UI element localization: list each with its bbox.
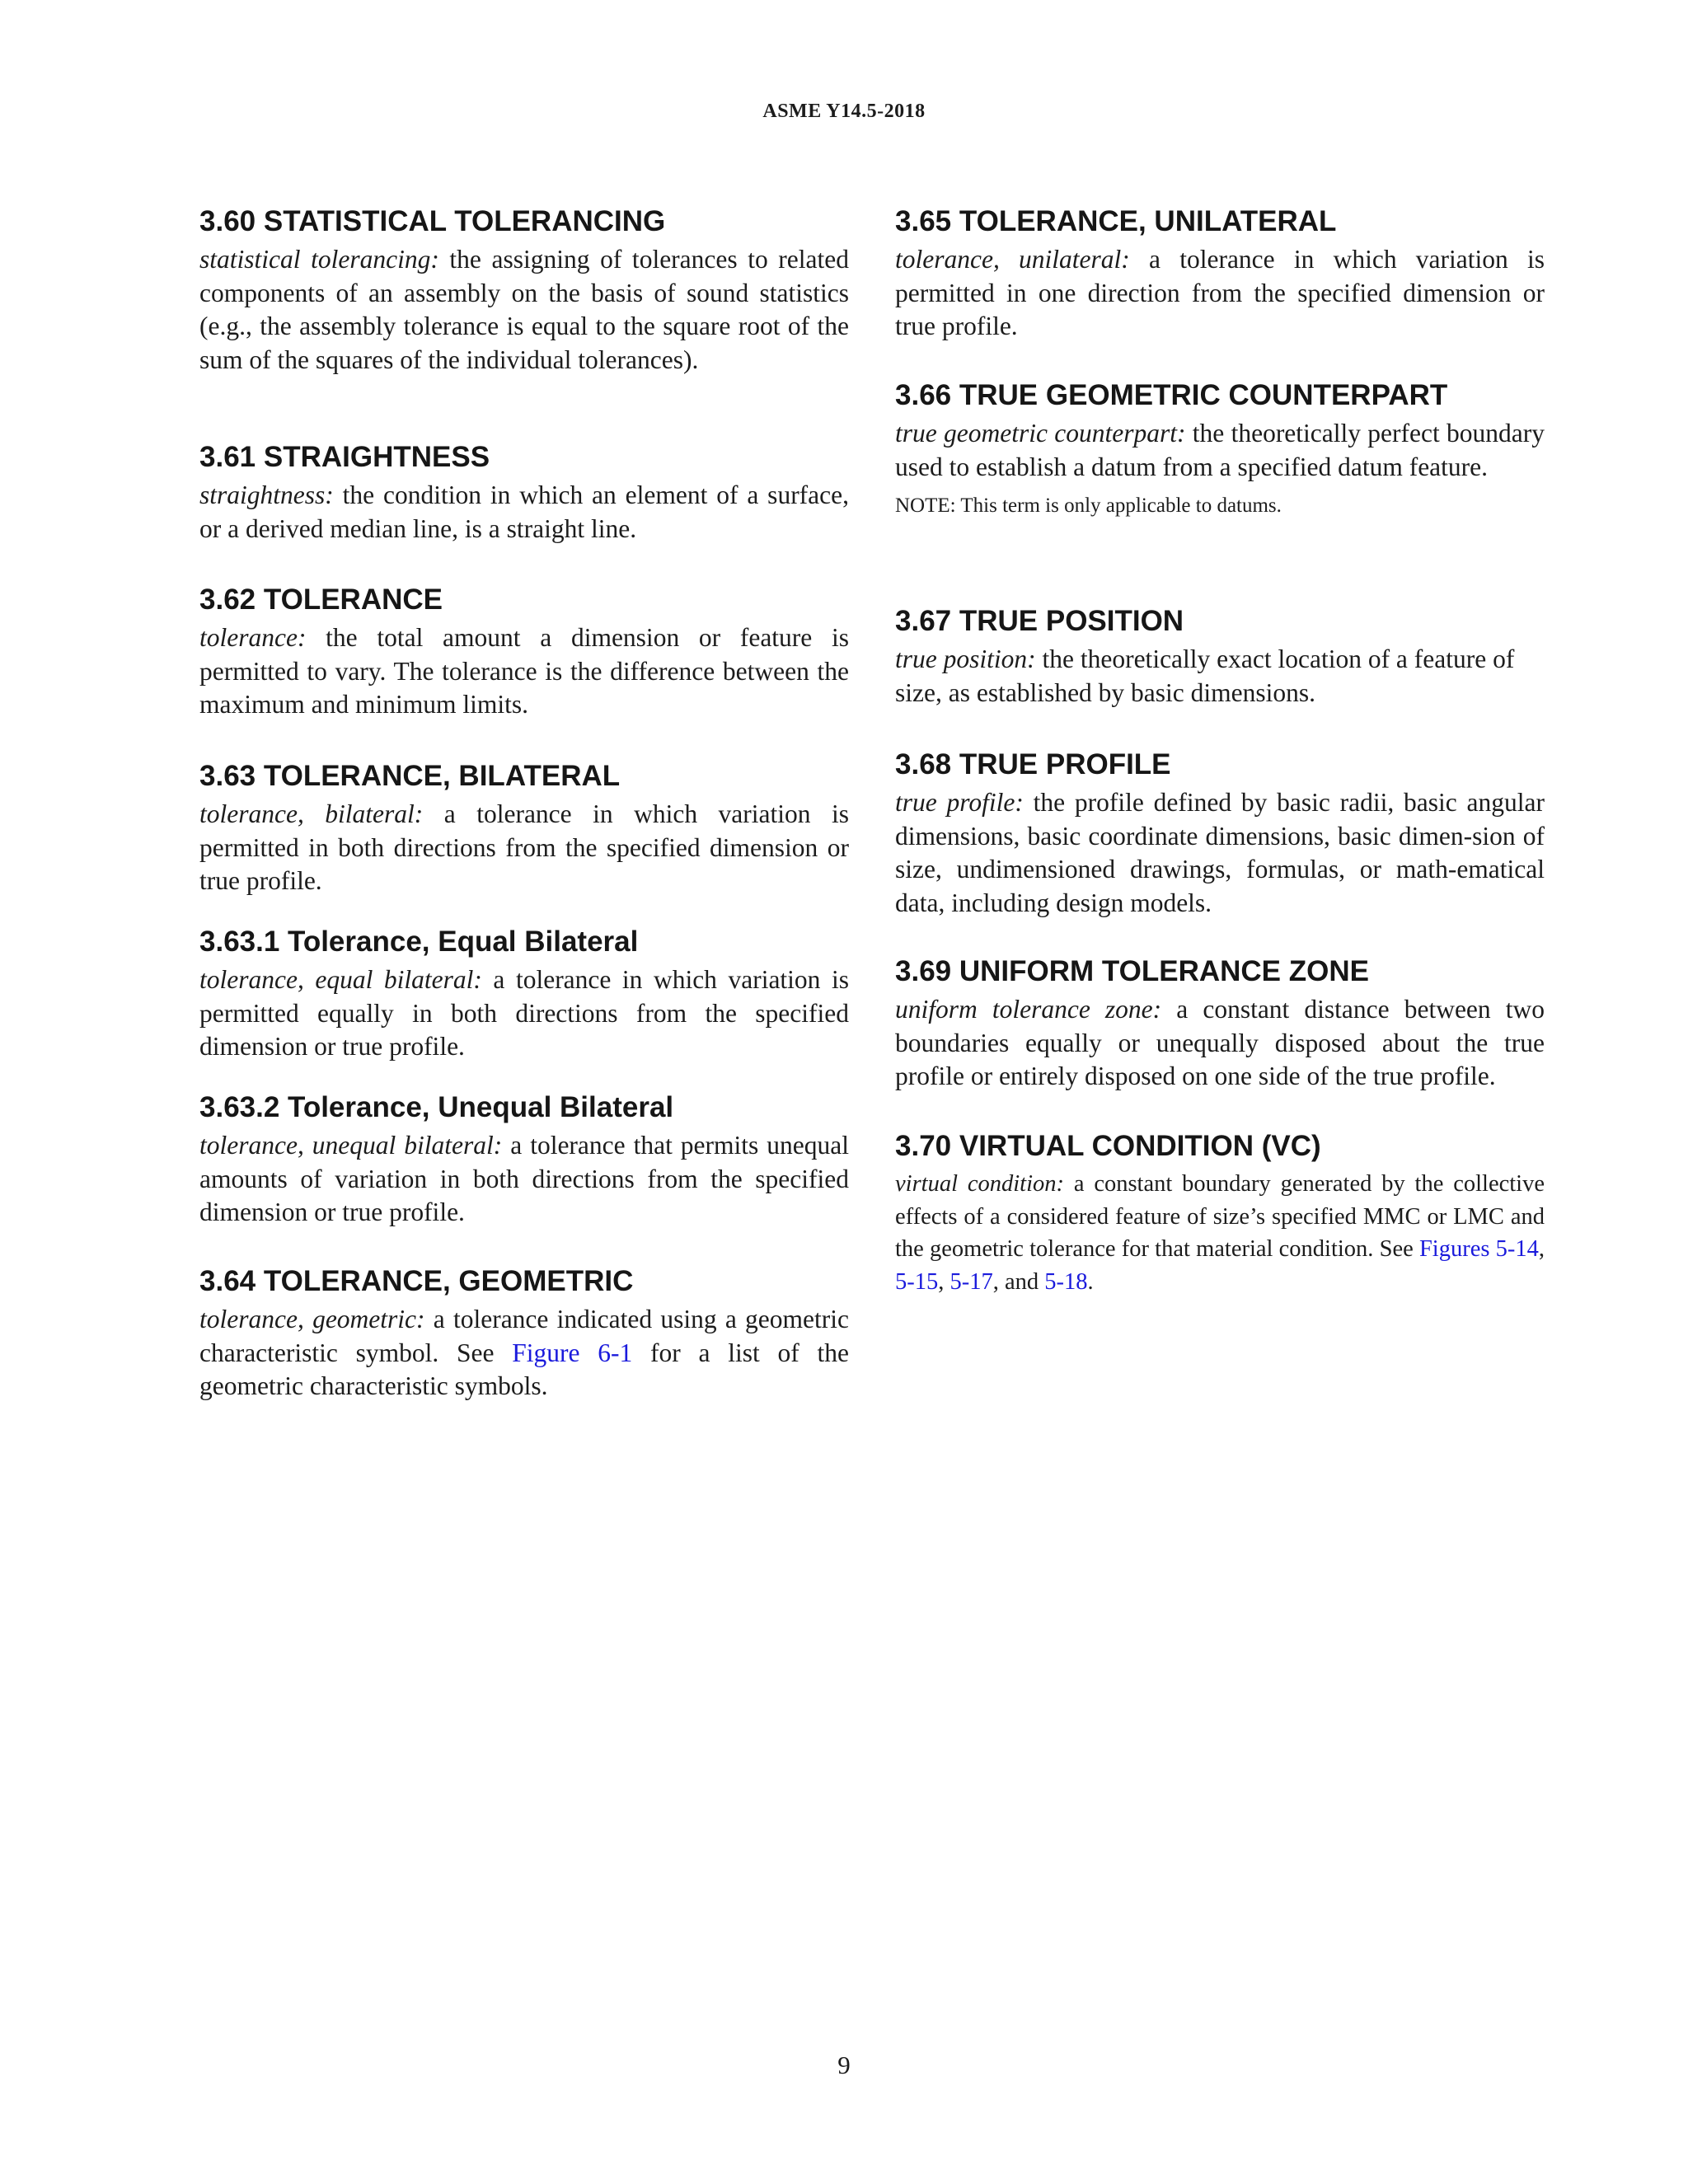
- section-body: [895, 993, 1545, 1094]
- section-heading: 3.66 TRUE GEOMETRIC COUNTERPART: [895, 379, 1448, 411]
- definition-text: a constant boundary generated by the collective effects of a considered feature of size’s specified MMC or LMC and the geometric tolerance for that material condition. See: [895, 1171, 1545, 1262]
- section-heading: 3.68 TRUE PROFILE: [895, 748, 1171, 780]
- defined-term: tolerance:: [199, 623, 307, 652]
- definition-text: a tolerance in which variation is permitted in one direction from the specified dimension or true profile.: [895, 245, 1545, 340]
- definition-text-end: for a list of the geometric characteristic symbols.: [199, 1338, 850, 1400]
- defined-term: true position:: [895, 644, 1036, 673]
- section-body: [895, 643, 1545, 710]
- definition-text: a tolerance indicated using a geometric characteristic symbol. See: [199, 1305, 849, 1367]
- figure-link[interactable]: 5-15: [895, 1268, 939, 1295]
- separator: ,: [1538, 1236, 1545, 1262]
- figure-link[interactable]: 5-17: [950, 1268, 993, 1295]
- section-3-69: [895, 954, 1545, 1094]
- section-body: [199, 479, 849, 546]
- figure-link[interactable]: Figures 5-14: [1418, 1236, 1539, 1262]
- defined-term: uniform tolerance zone:: [895, 995, 1162, 1024]
- section-heading: 3.63.2 Tolerance, Unequal Bilateral: [199, 1091, 674, 1123]
- section-heading: 3.67 TRUE POSITION: [895, 605, 1184, 637]
- section-body: [895, 1168, 1545, 1298]
- section-body: [199, 621, 849, 722]
- section-heading: 3.63.1 Tolerance, Equal Bilateral: [199, 926, 639, 958]
- defined-term: virtual condition:: [895, 1171, 1064, 1197]
- section-3-63: [199, 758, 849, 898]
- section-body: [199, 1303, 849, 1404]
- section-3-62: [199, 582, 849, 722]
- section-heading: 3.61 STRAIGHTNESS: [199, 441, 490, 473]
- definition-text: the total amount a dimension or feature is permitted to vary. The tolerance is the difference between the maximum and minimum limits.: [199, 623, 849, 719]
- section-note: NOTE: This term is only applicable to datums.: [895, 494, 1282, 517]
- section-3-66: [895, 377, 1545, 520]
- definition-text: the theoretically perfect boundary used to establish a datum from a specified datum feature.: [895, 419, 1545, 481]
- figure-link[interactable]: Figure 6-1: [512, 1338, 633, 1367]
- separator: ,: [938, 1268, 950, 1295]
- defined-term: straightness:: [199, 480, 334, 509]
- defined-term: true profile:: [895, 788, 1024, 817]
- section-body: [199, 1129, 849, 1230]
- section-body: [199, 243, 849, 377]
- running-head: ASME Y14.5-2018: [762, 101, 926, 122]
- section-body: [895, 786, 1545, 920]
- page-number: 9: [837, 2050, 851, 2079]
- section-heading: 3.64 TOLERANCE, GEOMETRIC: [199, 1265, 634, 1297]
- defined-term: statistical tolerancing:: [199, 245, 439, 274]
- section-3-61: [199, 439, 849, 546]
- definition-text: the condition in which an element of a surface, or a derived median line, is a straight line.: [199, 480, 849, 543]
- defined-term: tolerance, bilateral:: [199, 799, 424, 828]
- defined-term: tolerance, equal bilateral:: [199, 965, 482, 994]
- definition-text: a tolerance that permits unequal amounts of variation in both directions from the specified dimension or true profile.: [199, 1131, 849, 1226]
- definition-text: the theoretically exact location of a feature of size, as established by basic dimensions.: [895, 644, 1515, 707]
- defined-term: tolerance, geometric:: [199, 1305, 425, 1333]
- definition-text: a constant distance between two boundaries equally or unequally disposed about the true profile or entirely disposed on one side of the true profile.: [895, 995, 1545, 1090]
- section-heading: 3.65 TOLERANCE, UNILATERAL: [895, 205, 1337, 237]
- definition-text: a tolerance in which variation is permitted equally in both directions from the specified dimension or true profile.: [199, 965, 849, 1061]
- section-3-64: [199, 1263, 849, 1404]
- defined-term: true geometric counterpart:: [895, 419, 1186, 448]
- section-heading: 3.60 STATISTICAL TOLERANCING: [199, 205, 666, 237]
- section-3-67: [895, 603, 1545, 710]
- section-heading: 3.62 TOLERANCE: [199, 583, 443, 616]
- section-body: [895, 417, 1545, 484]
- section-3-63-2: [199, 1090, 849, 1230]
- separator: , and: [992, 1268, 1045, 1295]
- section-3-68: [895, 747, 1545, 920]
- section-body: [199, 798, 849, 898]
- defined-term: tolerance, unequal bilateral:: [199, 1131, 503, 1160]
- section-heading: 3.63 TOLERANCE, BILATERAL: [199, 760, 621, 792]
- section-3-70: [895, 1128, 1545, 1298]
- section-3-63-1: [199, 924, 849, 1064]
- section-3-60: [199, 204, 849, 377]
- figure-link[interactable]: 5-18: [1044, 1268, 1088, 1295]
- definition-text: the assigning of tolerances to related components of an assembly on the basis of sound statistics (e.g., the assembly tolerance is equal to the square root of the sum of the squares of the individual tolerances).: [199, 245, 849, 374]
- definition-text: a tolerance in which variation is permitted in both directions from the specified dimension or true profile.: [199, 799, 849, 895]
- section-heading: 3.70 VIRTUAL CONDITION (VC): [895, 1130, 1321, 1162]
- section-body: [199, 963, 849, 1064]
- section-3-65: [895, 204, 1545, 344]
- definition-text: the profile defined by basic radii, basic angular dimensions, basic coordinate dimensions, basic dimen-sion of size, undimensioned drawings, formulas, or math-ematical data, including design models.: [895, 788, 1545, 917]
- section-body: [895, 243, 1545, 344]
- defined-term: tolerance, unilateral:: [895, 245, 1130, 274]
- definition-text-end: .: [1087, 1268, 1094, 1295]
- section-heading: 3.69 UNIFORM TOLERANCE ZONE: [895, 955, 1369, 987]
